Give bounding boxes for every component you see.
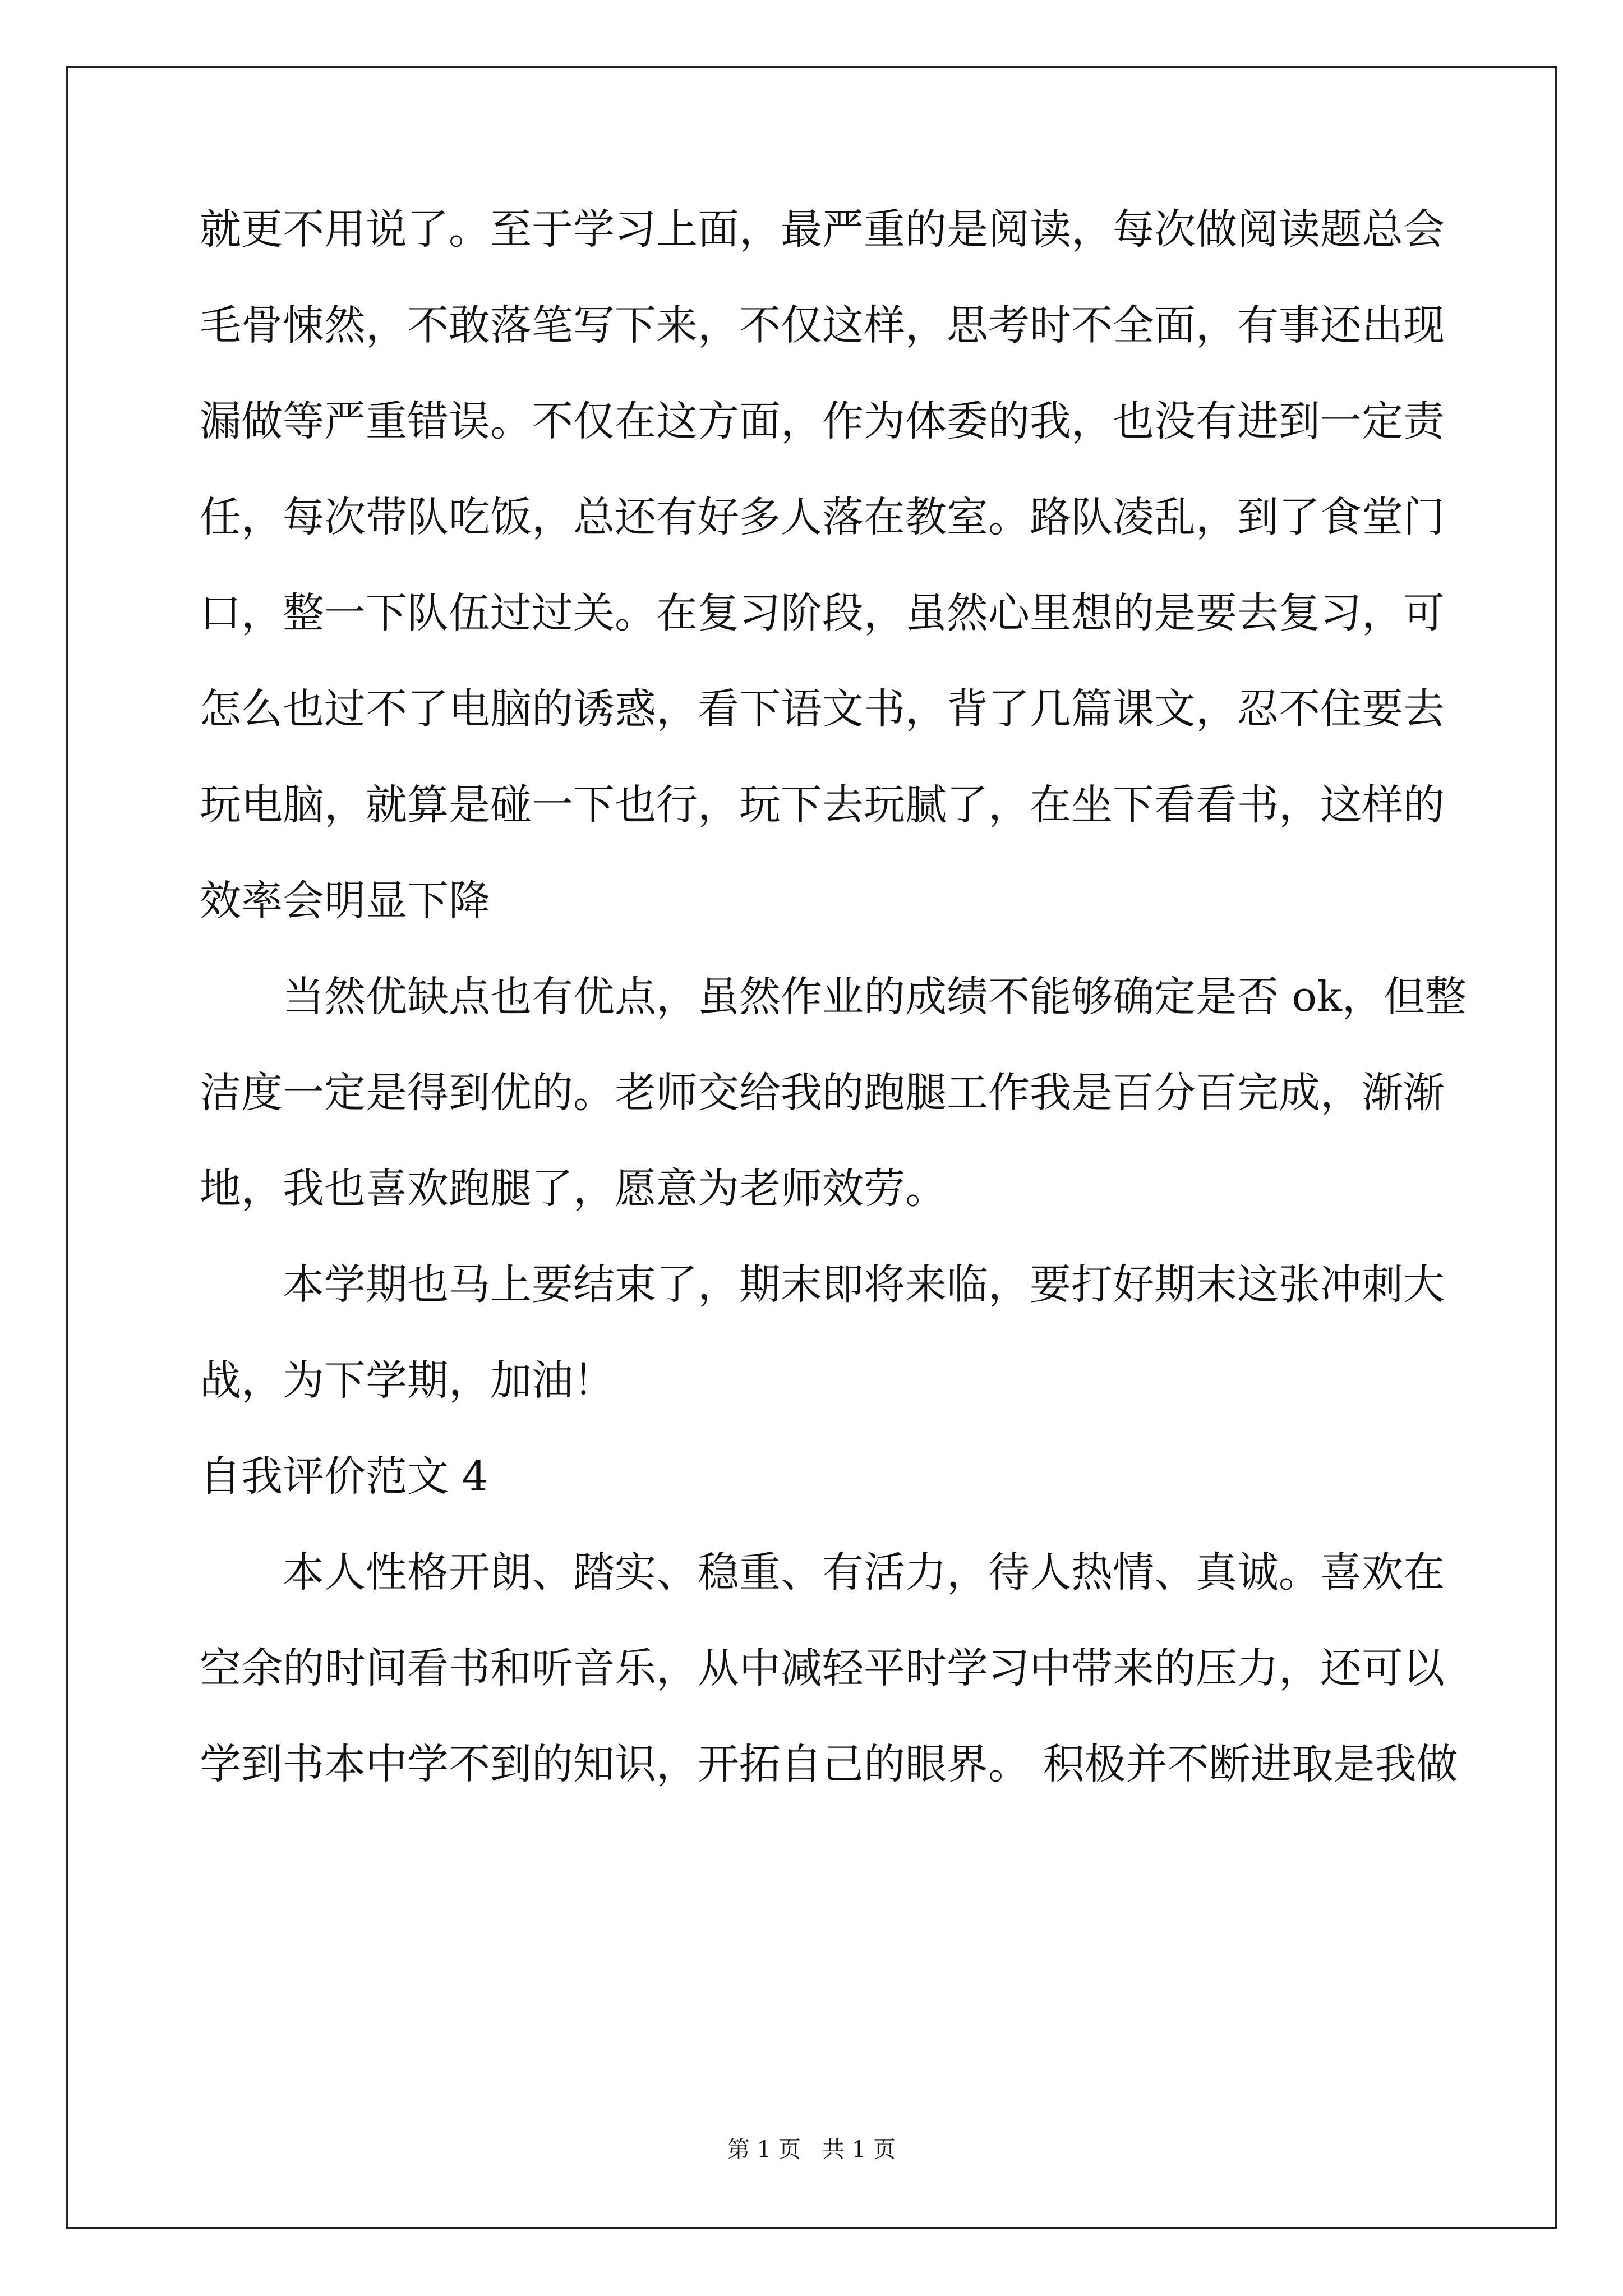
text-line: 效率会明显下降 [200,877,490,925]
text-line: 任，每次带队吃饭，总还有好多人落在教室。路队凌乱，到了食堂门 [200,493,1445,541]
text-line: 玩电脑，就算是碰一下也行，玩下去玩腻了，在坐下看看书，这样的 [200,781,1445,829]
text-line: 毛骨悚然，不敢落笔写下来，不仅这样，思考时不全面，有事还出现 [200,301,1445,349]
text-line: 就更不用说了。至于学习上面，最严重的是阅读，每次做阅读题总会 [200,205,1445,254]
text-line: 战，为下学期，加油！ [200,1356,615,1405]
paragraph-start-line: 本人性格开朗、踏实、稳重、有活力，待人热情、真诚。喜欢在 [283,1548,1445,1596]
text-line: 学到书本中学不到的知识，开拓自己的眼界。 积极并不断进取是我做 [200,1740,1458,1788]
text-line: 洁度一定是得到优的。老师交给我的跑腿工作我是百分百完成，渐渐 [200,1069,1445,1117]
text-line: 漏做等严重错误。不仅在这方面，作为体委的我，也没有进到一定责 [200,397,1445,445]
page-number-footer: 第 1 页 共 1 页 [727,2137,896,2162]
text-line: 地，我也喜欢跑腿了，愿意为老师效劳。 [200,1165,947,1213]
paragraph-start-line: 当然优缺点也有优点，虽然作业的成绩不能够确定是否 ok，但整 [283,973,1467,1021]
text-line: 怎么也过不了电脑的诱惑，看下语文书，背了几篇课文，忍不住要去 [200,685,1445,733]
text-line: 口，整一下队伍过过关。在复习阶段，虽然心里想的是要去复习，可 [200,589,1445,637]
text-line: 空余的时间看书和听音乐，从中减轻平时学习中带来的压力，还可以 [200,1644,1445,1692]
page-border [66,66,1557,2229]
section-heading: 自我评价范文 4 [200,1452,488,1501]
paragraph-start-line: 本学期也马上要结束了，期末即将来临，要打好期末这张冲刺大 [283,1260,1445,1309]
